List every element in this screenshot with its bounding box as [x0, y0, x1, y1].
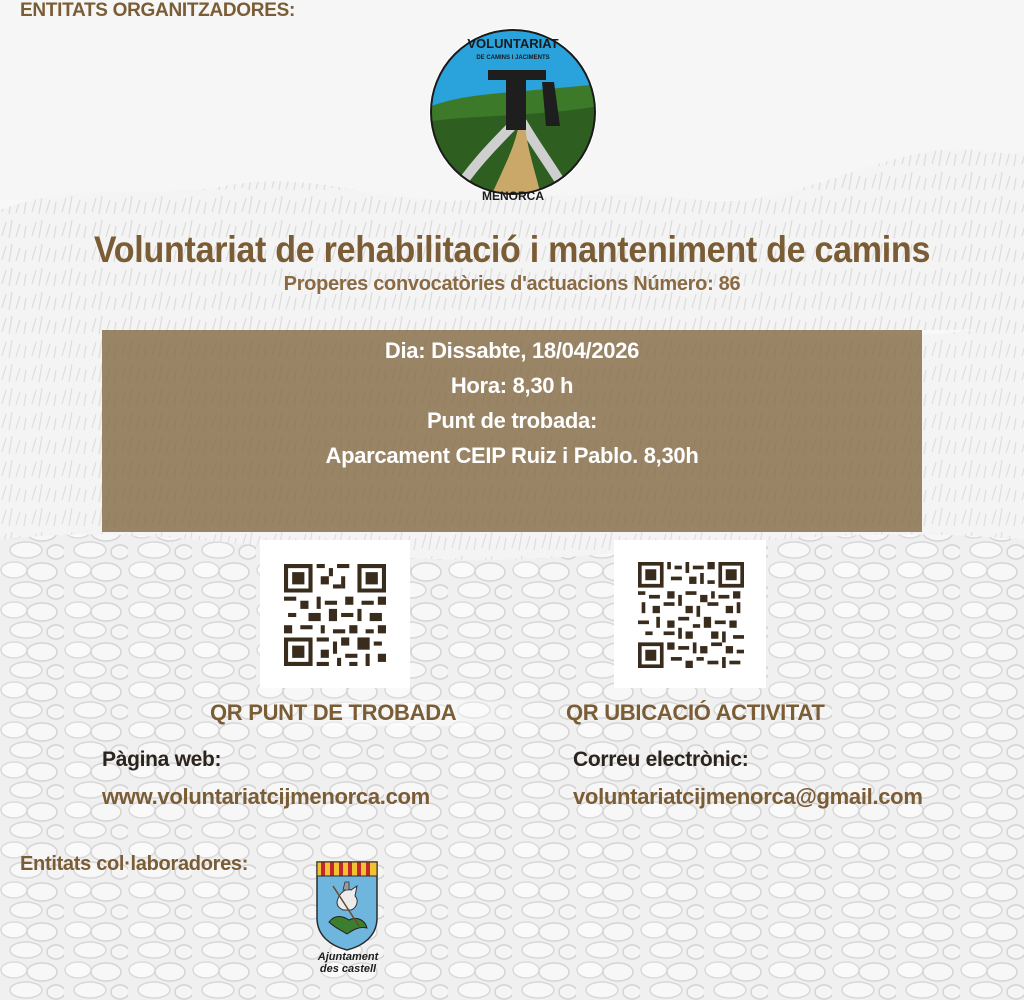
- voluntariat-logo: [426, 22, 600, 208]
- crest-caption: [300, 951, 396, 975]
- logo-top-text: VOLUNTARIAT: [467, 36, 559, 51]
- event-info-box: [102, 330, 922, 532]
- website-link[interactable]: www.voluntariatcijmenorca.com: [102, 784, 430, 809]
- email-label: Correu electrònic:: [573, 748, 749, 771]
- page-subtitle: Properes convocatòries d'actuacions Número: 86: [283, 273, 741, 295]
- event-meeting-place: Aparcament CEIP Ruiz i Pablo. 8,30h: [325, 443, 699, 468]
- qr-meeting-point-label: QR PUNT DE TROBADA: [210, 700, 548, 726]
- event-day: Dia: Dissabte, 18/04/2026: [384, 338, 640, 363]
- website-label: Pàgina web:: [102, 748, 222, 771]
- email-link[interactable]: voluntariatcijmenorca@gmail.com: [573, 784, 923, 809]
- qr-code-icon: [638, 562, 744, 668]
- event-meeting-label: Punt de trobada:: [427, 408, 597, 433]
- page-title: Voluntariat de rehabilitació i manteniment de camins: [93, 229, 931, 270]
- qr-activity-location-label: QR UBICACIÓ ACTIVITAT: [566, 700, 825, 725]
- organizers-heading: ENTITATS ORGANITZADORES:: [20, 0, 295, 21]
- crest-caption-line2: des castell: [319, 963, 377, 975]
- ajuntament-crest-icon: [313, 856, 381, 952]
- collaborators-heading: Entitats col·laboradores:: [20, 853, 249, 875]
- logo-bottom-text: MENORCA: [482, 189, 544, 203]
- qr-meeting-point[interactable]: [260, 540, 410, 688]
- logo-sub-text: DE CAMINS I JACIMENTS: [476, 55, 550, 61]
- qr-code-icon: [284, 564, 386, 666]
- crest-caption-line1: Ajuntament: [317, 951, 379, 963]
- event-time: Hora: 8,30 h: [450, 373, 574, 398]
- qr-activity-location[interactable]: [614, 540, 766, 688]
